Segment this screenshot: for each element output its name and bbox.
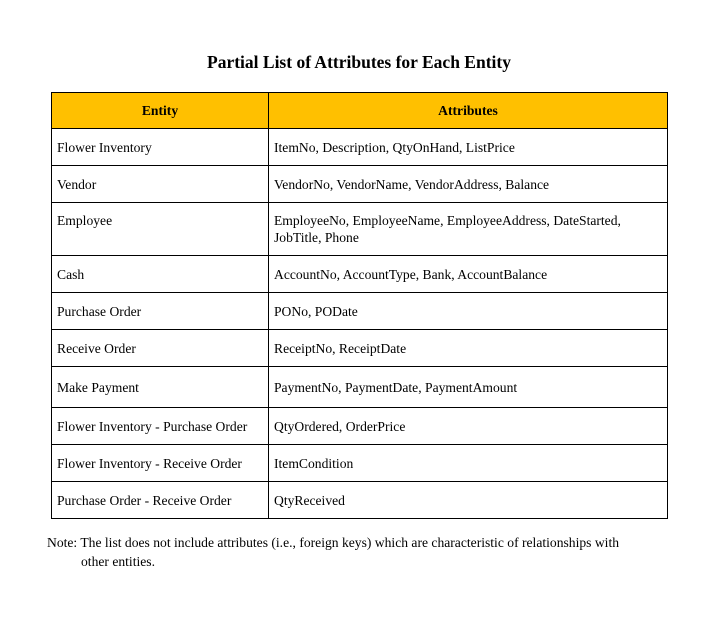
attributes-cell: PaymentNo, PaymentDate, PaymentAmount: [269, 367, 668, 408]
header-entity: Entity: [52, 93, 269, 129]
entity-cell: Flower Inventory - Purchase Order: [52, 408, 269, 445]
entity-cell: Vendor: [52, 166, 269, 203]
footnote: [47, 533, 667, 571]
entity-cell: Employee: [52, 203, 269, 256]
footnote-line-2: other entities.: [81, 554, 155, 569]
entity-cell: Receive Order: [52, 330, 269, 367]
entity-cell: Cash: [52, 256, 269, 293]
entity-attributes-table: [51, 92, 668, 519]
entity-cell: Purchase Order - Receive Order: [52, 482, 269, 519]
attributes-cell: PONo, PODate: [269, 293, 668, 330]
table-row: [52, 293, 668, 330]
attributes-cell: ReceiptNo, ReceiptDate: [269, 330, 668, 367]
table-row: [52, 330, 668, 367]
attributes-cell: EmployeeNo, EmployeeName, EmployeeAddress, DateStarted, JobTitle, Phone: [269, 203, 668, 256]
entity-cell: Purchase Order: [52, 293, 269, 330]
attributes-cell: QtyReceived: [269, 482, 668, 519]
entity-cell: Flower Inventory - Receive Order: [52, 445, 269, 482]
attributes-cell: AccountNo, AccountType, Bank, AccountBalance: [269, 256, 668, 293]
page-title: Partial List of Attributes for Each Entity: [207, 52, 511, 72]
table-row: [52, 256, 668, 293]
attributes-cell: VendorNo, VendorName, VendorAddress, Balance: [269, 166, 668, 203]
table-row: [52, 166, 668, 203]
table-row: [52, 367, 668, 408]
table-row: [52, 482, 668, 519]
table-row: [52, 203, 668, 256]
entity-cell: Flower Inventory: [52, 129, 269, 166]
table-row: [52, 445, 668, 482]
entity-cell: Make Payment: [52, 367, 269, 408]
table-row: [52, 408, 668, 445]
table-row: [52, 129, 668, 166]
table-header-row: [52, 93, 668, 129]
attributes-cell: QtyOrdered, OrderPrice: [269, 408, 668, 445]
attributes-cell: ItemNo, Description, QtyOnHand, ListPrice: [269, 129, 668, 166]
footnote-line-1: Note: The list does not include attributes (i.e., foreign keys) which are characteristic of relationships with: [47, 535, 620, 550]
header-attributes: Attributes: [269, 93, 668, 129]
attributes-cell: ItemCondition: [269, 445, 668, 482]
